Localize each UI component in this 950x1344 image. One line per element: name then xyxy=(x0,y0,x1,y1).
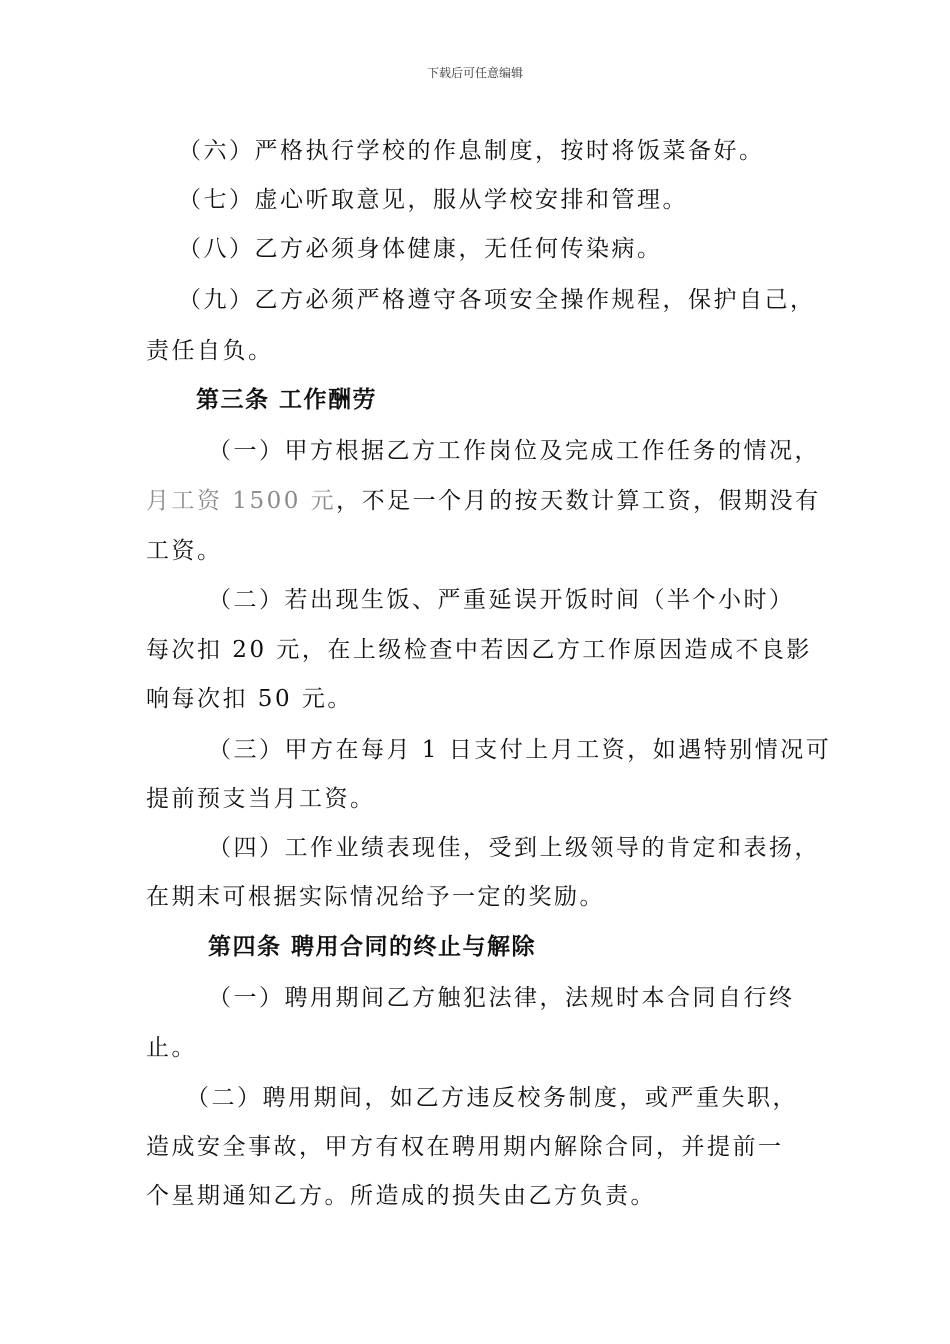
article-4-item-2-end: 个星期通知乙方。所造成的损失由乙方负责。 xyxy=(146,1183,656,1209)
article-3-item-1-end: 工资。 xyxy=(146,538,223,564)
article-3-item-1: （一）甲方根据乙方工作岗位及完成工作任务的情况， xyxy=(208,438,820,464)
article-3-heading: 第三条 工作酬劳 xyxy=(196,386,378,413)
clause-9: （九）乙方必须严格遵守各项安全操作规程，保护自己， xyxy=(178,287,816,313)
article-4-item-2: （二）聘用期间，如乙方违反校务制度，或严重失职， xyxy=(186,1085,798,1111)
article-4-item-2-cont: 造成安全事故，甲方有权在聘用期内解除合同，并提前一 xyxy=(146,1134,784,1160)
article-3-item-3-cont: 提前预支当月工资。 xyxy=(146,786,376,812)
article-3-item-4: （四）工作业绩表现佳，受到上级领导的肯定和表扬， xyxy=(208,835,820,861)
article-3-item-2-end: 响每次扣 50 元。 xyxy=(146,686,353,712)
article-3-item-2-cont: 每次扣 20 元，在上级检查中若因乙方工作原因造成不良影 xyxy=(146,637,812,663)
clause-7: （七）虚心听取意见，服从学校安排和管理。 xyxy=(178,187,688,213)
article-3-item-4-cont: 在期末可根据实际情况给予一定的奖励。 xyxy=(146,884,605,910)
article-3-item-2: （二）若出现生饭、严重延误开饭时间（半个小时） xyxy=(208,587,795,613)
article-3-item-1-cont xyxy=(146,486,821,516)
article-3-item-3: （三）甲方在每月 1 日支付上月工资，如遇特别情况可 xyxy=(208,737,832,763)
clause-8: （八）乙方必须身体健康，无任何传染病。 xyxy=(178,236,663,262)
salary-text: 月工资 1500 元 xyxy=(146,488,337,514)
article-4-item-1-cont: 止。 xyxy=(146,1035,197,1061)
page-header: 下载后可任意编辑 xyxy=(426,66,523,80)
clause-6: （六）严格执行学校的作息制度，按时将饭菜备好。 xyxy=(178,138,765,164)
article-4-heading: 第四条 聘用合同的终止与解除 xyxy=(208,933,537,960)
clause-9-cont: 责任自负。 xyxy=(146,338,274,364)
article-4-item-1: （一）聘用期间乙方触犯法律，法规时本合同自行终 xyxy=(208,985,795,1011)
salary-rest: ，不足一个月的按天数计算工资，假期没有 xyxy=(336,488,821,514)
